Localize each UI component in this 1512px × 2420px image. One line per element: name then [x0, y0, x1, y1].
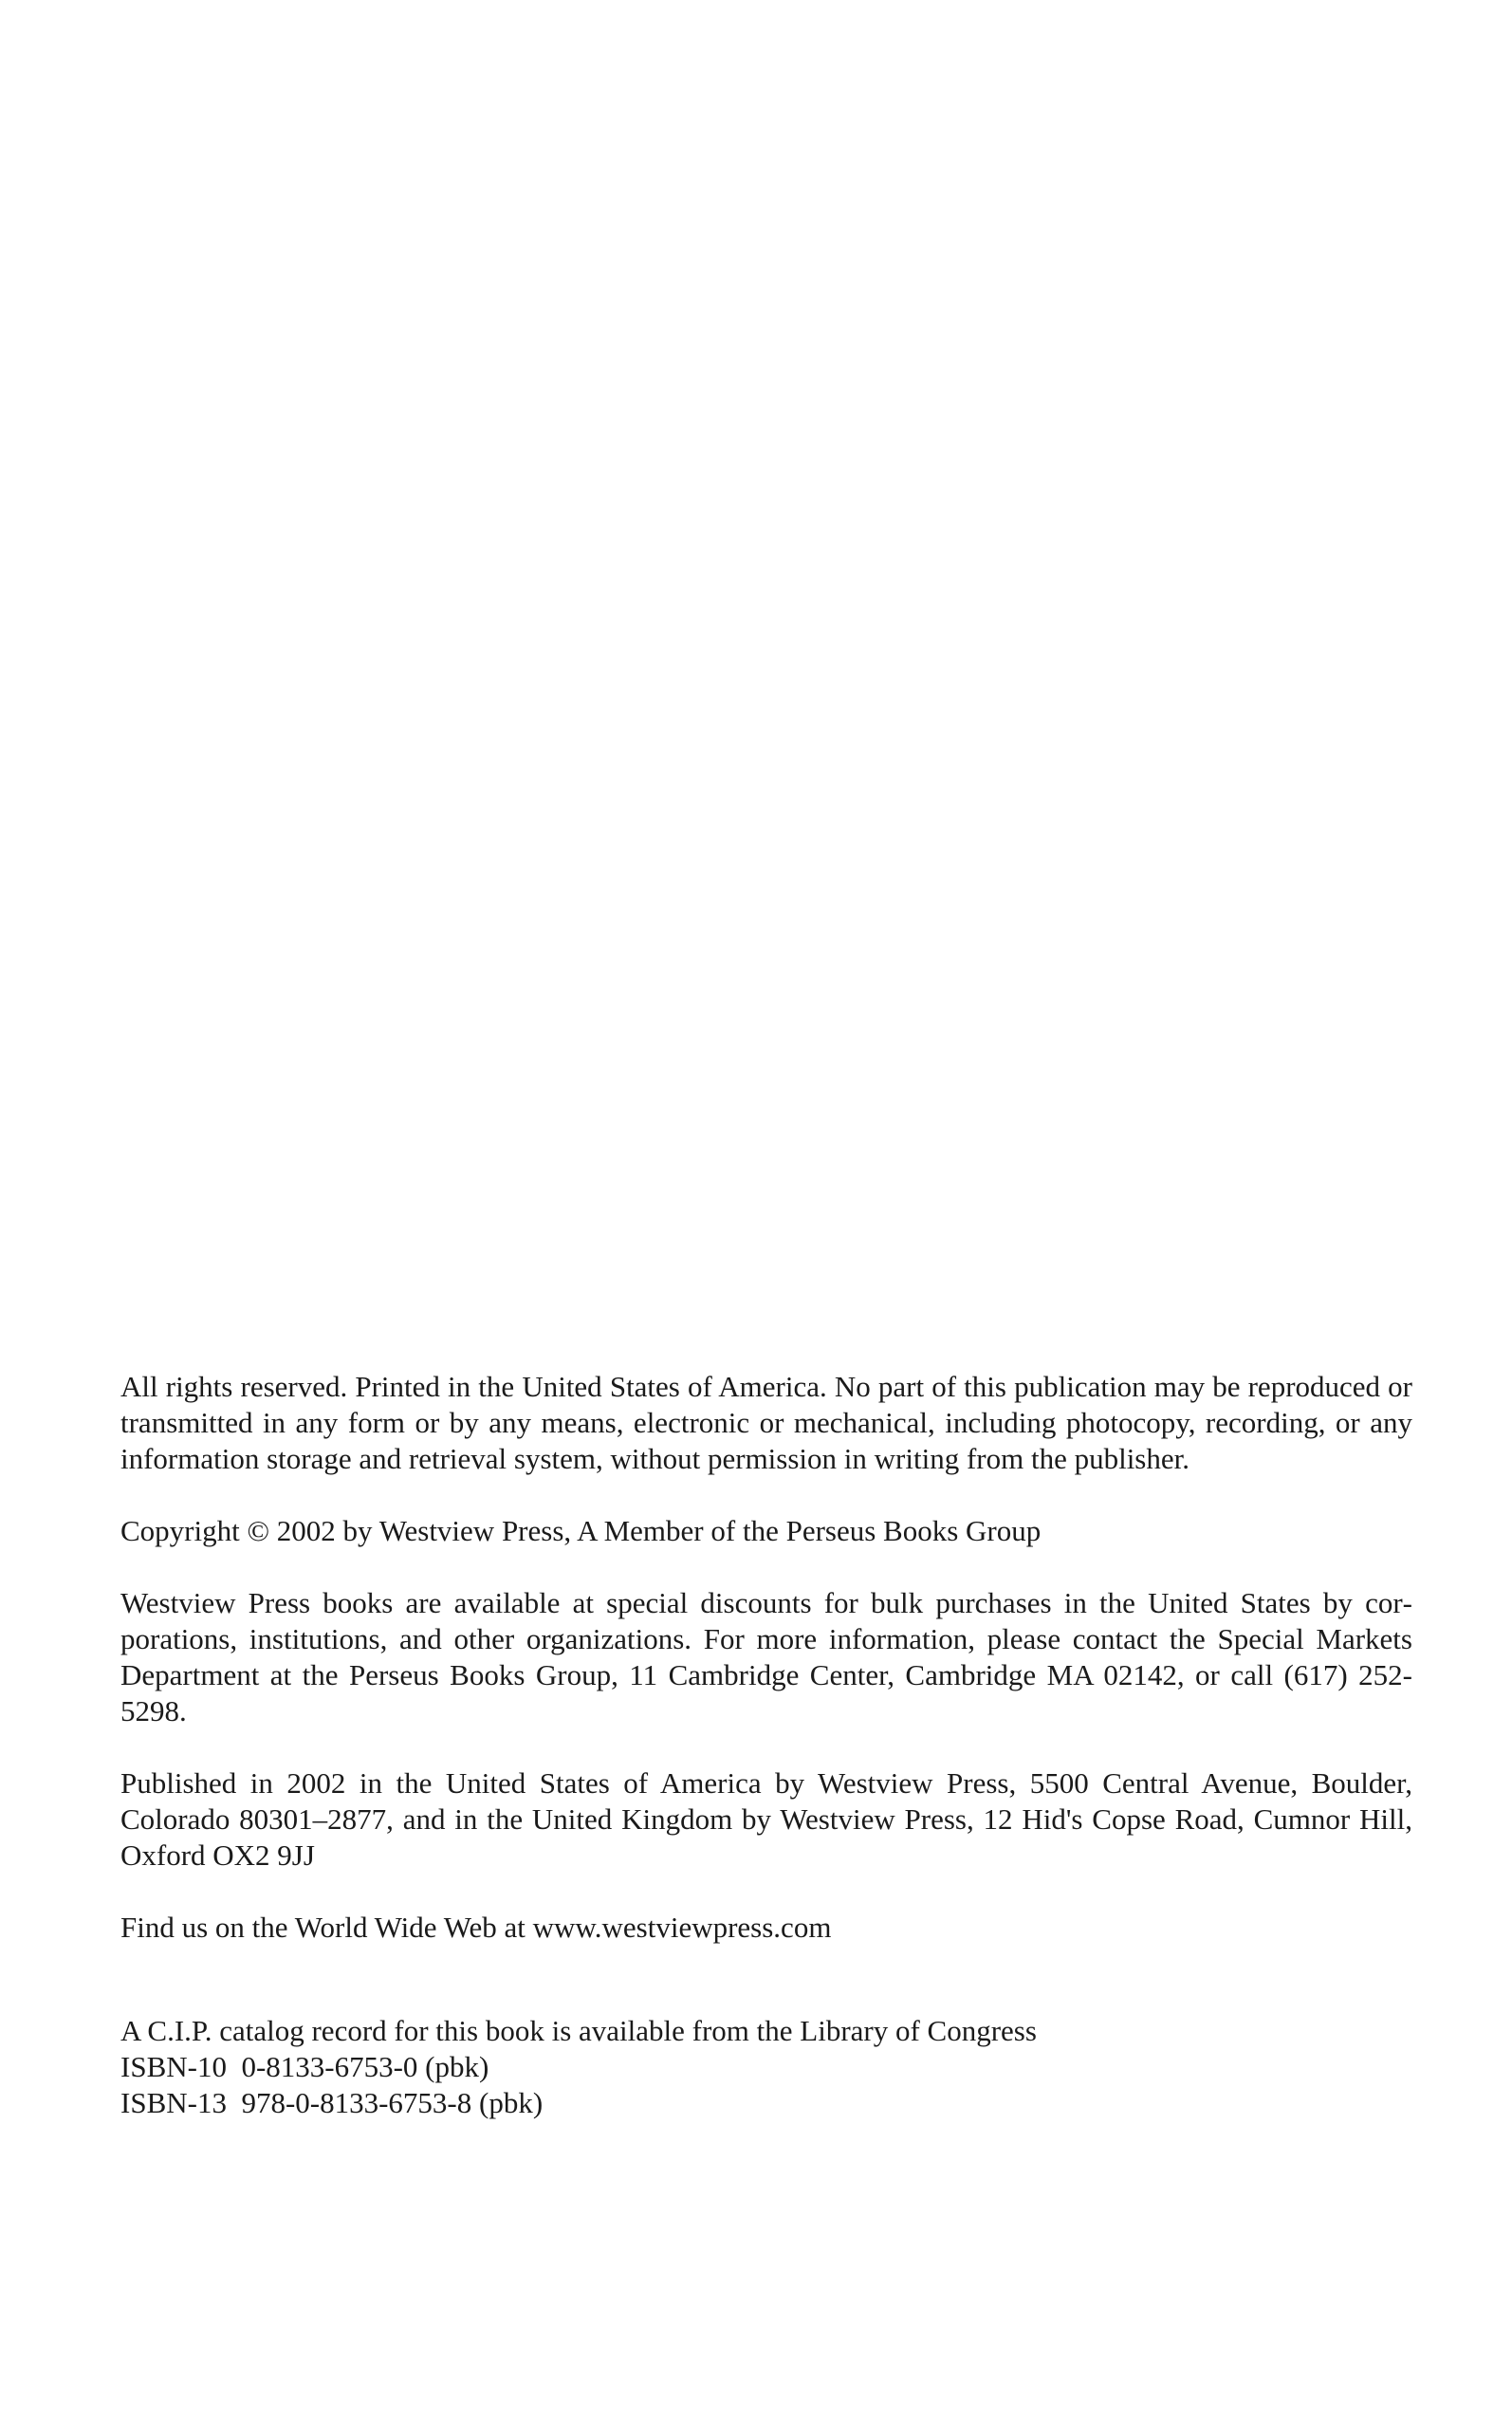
rights-paragraph: All rights reserved. Printed in the United States of America. No part of this publication may be reproduced or transmitted in any form or by any means, electronic or mechanical, including photocopy, recording, or any information storage and retrieval system, without permission in writing from the publisher. [120, 1370, 1412, 1475]
published-paragraph: Published in 2002 in the United States of America by Westview Press, 5500 Central Avenue, Boulder, Colorado 80301–2877, and in the United Kingdom by Westview Press, 12 Hid's Copse Road, Cumnor Hill, Oxford OX2 9JJ [120, 1766, 1412, 1872]
copyright-line: Copyright © 2002 by Westview Press, A Member of the Perseus Books Group [120, 1514, 1042, 1547]
catalog-block [120, 2013, 1412, 2121]
copyright-page-block [120, 1369, 1412, 2121]
isbn-10-line: ISBN-10 0-8133-6753-0 (pbk) [120, 2050, 489, 2083]
discounts-paragraph: Westview Press books are available at special discounts for bulk purchases in the United States by corporations, institutions, and other organizations. For more information, please contact the Special Markets Department at the Perseus Books Group, 11 Cambridge Center, Cambridge MA 02142, or call (617) 252-5298. [120, 1586, 1412, 1727]
web-address-line: Find us on the World Wide Web at www.westviewpress.com [120, 1911, 832, 1944]
cip-catalog-line: A C.I.P. catalog record for this book is available from the Library of Congress [120, 2014, 1037, 2047]
isbn-13-line: ISBN-13 978-0-8133-6753-8 (pbk) [120, 2086, 544, 2119]
